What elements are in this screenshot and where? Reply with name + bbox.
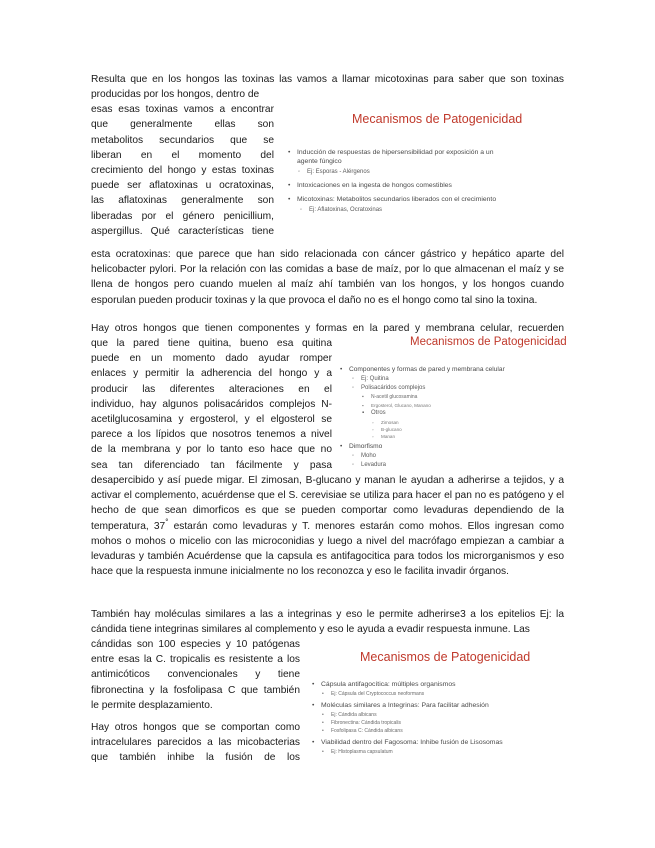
figure-subbullet: • Ej: Cándida albicans [322,712,377,718]
figure-bullet: • Componentes y formas de pared y membrana celular [340,366,505,373]
figure-subbullet: ▪ Ergosterol, Glucano, Manano [362,403,431,408]
paragraph3-wrapped-line: fibronectina y la fosfolipasa C que también [91,684,300,696]
paragraph2-first-line: Hay otros hongos que tienen componentes y formas en la pared y membrana celular, recuerden [91,323,564,334]
paragraph1-wrapped-line: esas esas toxinas vamos a encontrar [91,104,274,116]
paragraph3-wrapped-line: cándidas son 100 especies y 10 patógenas [91,639,300,650]
paragraph2-wrapped-line: individuo, hay algunos polisacáridos complejos N- [91,398,332,410]
paragraph1-wrapped-line: que generalmente ellas son [91,119,274,131]
figure-subbullet: ▪ N-acetil glucosamina [362,394,418,400]
figure-subbullet: ▫ Zimosan [372,420,399,425]
figure-subbullet: ◦ Polisacáridos complejos [352,385,426,391]
paragraph2-text-a: desapercibido y así puede migar. El zimosan, B-glucano y manan le ayudan a adherirse a tejidos, y a activar el complemento, acuérdense que el S. cerevisiae se utiliza para hacer el pan no es patógeno y el hecho de que sean dimorficos es que se pueden comportar como levaduras dependiendo de la temperatura, 37 [91,475,564,532]
paragraph2-wrapped-line: que la pared tiene quitina, bueno esa quitina [91,338,332,349]
paragraph3-wrapped-line: entre esas la C. tropicalis es resistente a los [91,654,300,666]
paragraph1-wrapped-line: metabolitos secundarios que se [91,134,274,146]
figure-subbullet: ▫ B-glucano [372,427,402,432]
paragraph4-wrapped-line: que también inhibe la fusión de los [91,752,300,764]
figure-subbullet: ◦ Ej: Esporas - Alérgenos [298,169,370,175]
figure-subbullet: • Ej: Cápsula del Cryptococcus neoformans [322,691,425,697]
paragraph1-wrapped-line: liberan en el momento del [91,149,274,161]
figure-subbullet: ▫ Manan [372,434,396,439]
figure-bullet: • Viabilidad dentro del Fagosoma: Inhibe fusión de Lisosomas [312,739,503,746]
paragraph1-wrapped-line: crecimiento del hongo y estas toxinas [91,165,274,177]
paragraph3-wrapped-line: le permite desplazamiento. [91,699,213,711]
paragraph1-wrapped-line: producidas por los hongos, dentro de [91,89,260,100]
paragraph4-wrapped [91,720,300,766]
figure-subbullet: ▪ Otros [362,410,386,416]
figure-title: Mecanismos de Patogenicidad [410,336,567,348]
paragraph2-wrapped-line: de la membrana y por lo tanto eso hace que no [91,444,332,456]
paragraph1-wrapped-line: las aflatoxinas generalmente son [91,195,274,207]
figure-subbullet: ◦ Levadura [352,462,387,468]
figure-subbullet: • Ej: Histoplasma capsulatum [322,749,393,755]
figure-subbullet: ◦ Moho [352,453,377,459]
degree-symbol: ° [165,517,169,527]
paragraph2-wrapped [91,336,332,473]
figure-subbullet: • Fibronectina: Cándida tropicalis [322,720,402,726]
paragraph1-wrapped-line: aspergillus. Qué características tiene [91,225,274,237]
paragraph2-wrapped-line: sea tan diferenciado tan fácilmente y pasa [91,459,332,471]
figure-bullet: • Dimorfismo [340,443,383,450]
figure-bullet: • Intoxicaciones en la ingesta de hongos comestibles [288,182,452,189]
paragraph1-wrapped [91,87,274,239]
figure-title: Mecanismos de Patogenicidad [352,112,523,126]
figure-bullet: • Micotoxinas: Metabolitos secundarios liberados con el crecimiento [288,196,497,203]
paragraph1-first-line: Resulta que en los hongos las toxinas las vamos a llamar micotoxinas para saber que son toxinas [91,74,564,85]
figure-subbullet: ◦ Ej: Quitina [352,376,389,382]
figure-bullet: agente fúngico [297,158,342,165]
paragraph1-full: esta ocratoxinas: que parece que han sido relacionada con cáncer gástrico y hepático aparte del helicobacter pylori. Por la relación con las comidas a base de maíz, por lo que almacenan el maíz y se llena de hongos pero cuando muelen al maíz ahí también van los hongos, y los hongos cuando esporulan pueden producir toxinas y la que provoca el daño no es el hongo como tal sino la toxina. [91,249,564,306]
figure-subbullet: • Fosfolipasa C: Cándida albicans [322,728,403,734]
paragraph1-wrapped-line: liberadas por el género penicillium, [91,210,274,222]
paragraph4-wrapped-line: intracelulares parecidos a las micobacterias [91,737,300,749]
paragraph3-wrapped [91,637,300,713]
paragraph1-wrapped-line: puede ser aflatoxinas u ocratoxinas, [91,180,274,192]
figure-title: Mecanismos de Patogenicidad [360,650,531,664]
figure-bullet: • Cápsula antifagocítica: múltiples organismos [312,681,456,688]
paragraph2-wrapped-line: puede en un momento dado ayudar romper [91,353,332,365]
paragraph2-full [91,473,564,579]
figure-pathogenicity-2 [340,335,567,473]
figure-pathogenicity-3 [308,640,562,768]
figure-subbullet: ◦ Ej: Aflatoxinas, Ocratoxinas [300,207,383,213]
paragraph2-wrapped-line: acetilglucosamina y ergosterol, y el elgosterol se [91,414,332,426]
figure-bullet: • Moléculas similares a Integrinas: Para facilitar adhesión [312,702,489,709]
paragraph2-wrapped-line: parece a los lípidos que nosotros tenemos a nivel [91,429,332,441]
figure-pathogenicity-1 [280,108,558,226]
paragraph2-text-b: estarán como levaduras y T. menores estarán como mohos. Ellos ingresan como mohos o mohos o micelio con las microconidias y luego a nivel del macrófago empiezan a cambiar a levaduras y también Acuérdense que la capsula es antifagocitica para todos los microrganismos y eso hace que la respuesta inmune inicialmente no los reconozca y eso le facilita invadir órganos. [91,520,564,578]
figure-bullet: • Inducción de respuestas de hipersensibilidad por exposición a un [288,149,494,156]
paragraph3-full: También hay moléculas similares a las a integrinas y eso le permite adherirse3 a los epitelios Ej: la cándida tiene integrinas similares al complemento y eso le ayuda a evadir respuesta inmune. Las [91,609,564,636]
paragraph2-wrapped-line: producir las diferentes alteraciones en el [91,383,332,395]
paragraph4-wrapped-line: Hay otros hongos que se comportan como [91,722,300,733]
paragraph2-wrapped-line: enlaces y permitir la adherencia del hongo y a [91,368,332,380]
paragraph3-wrapped-line: antimicóticos convencionales y tiene [91,669,300,681]
